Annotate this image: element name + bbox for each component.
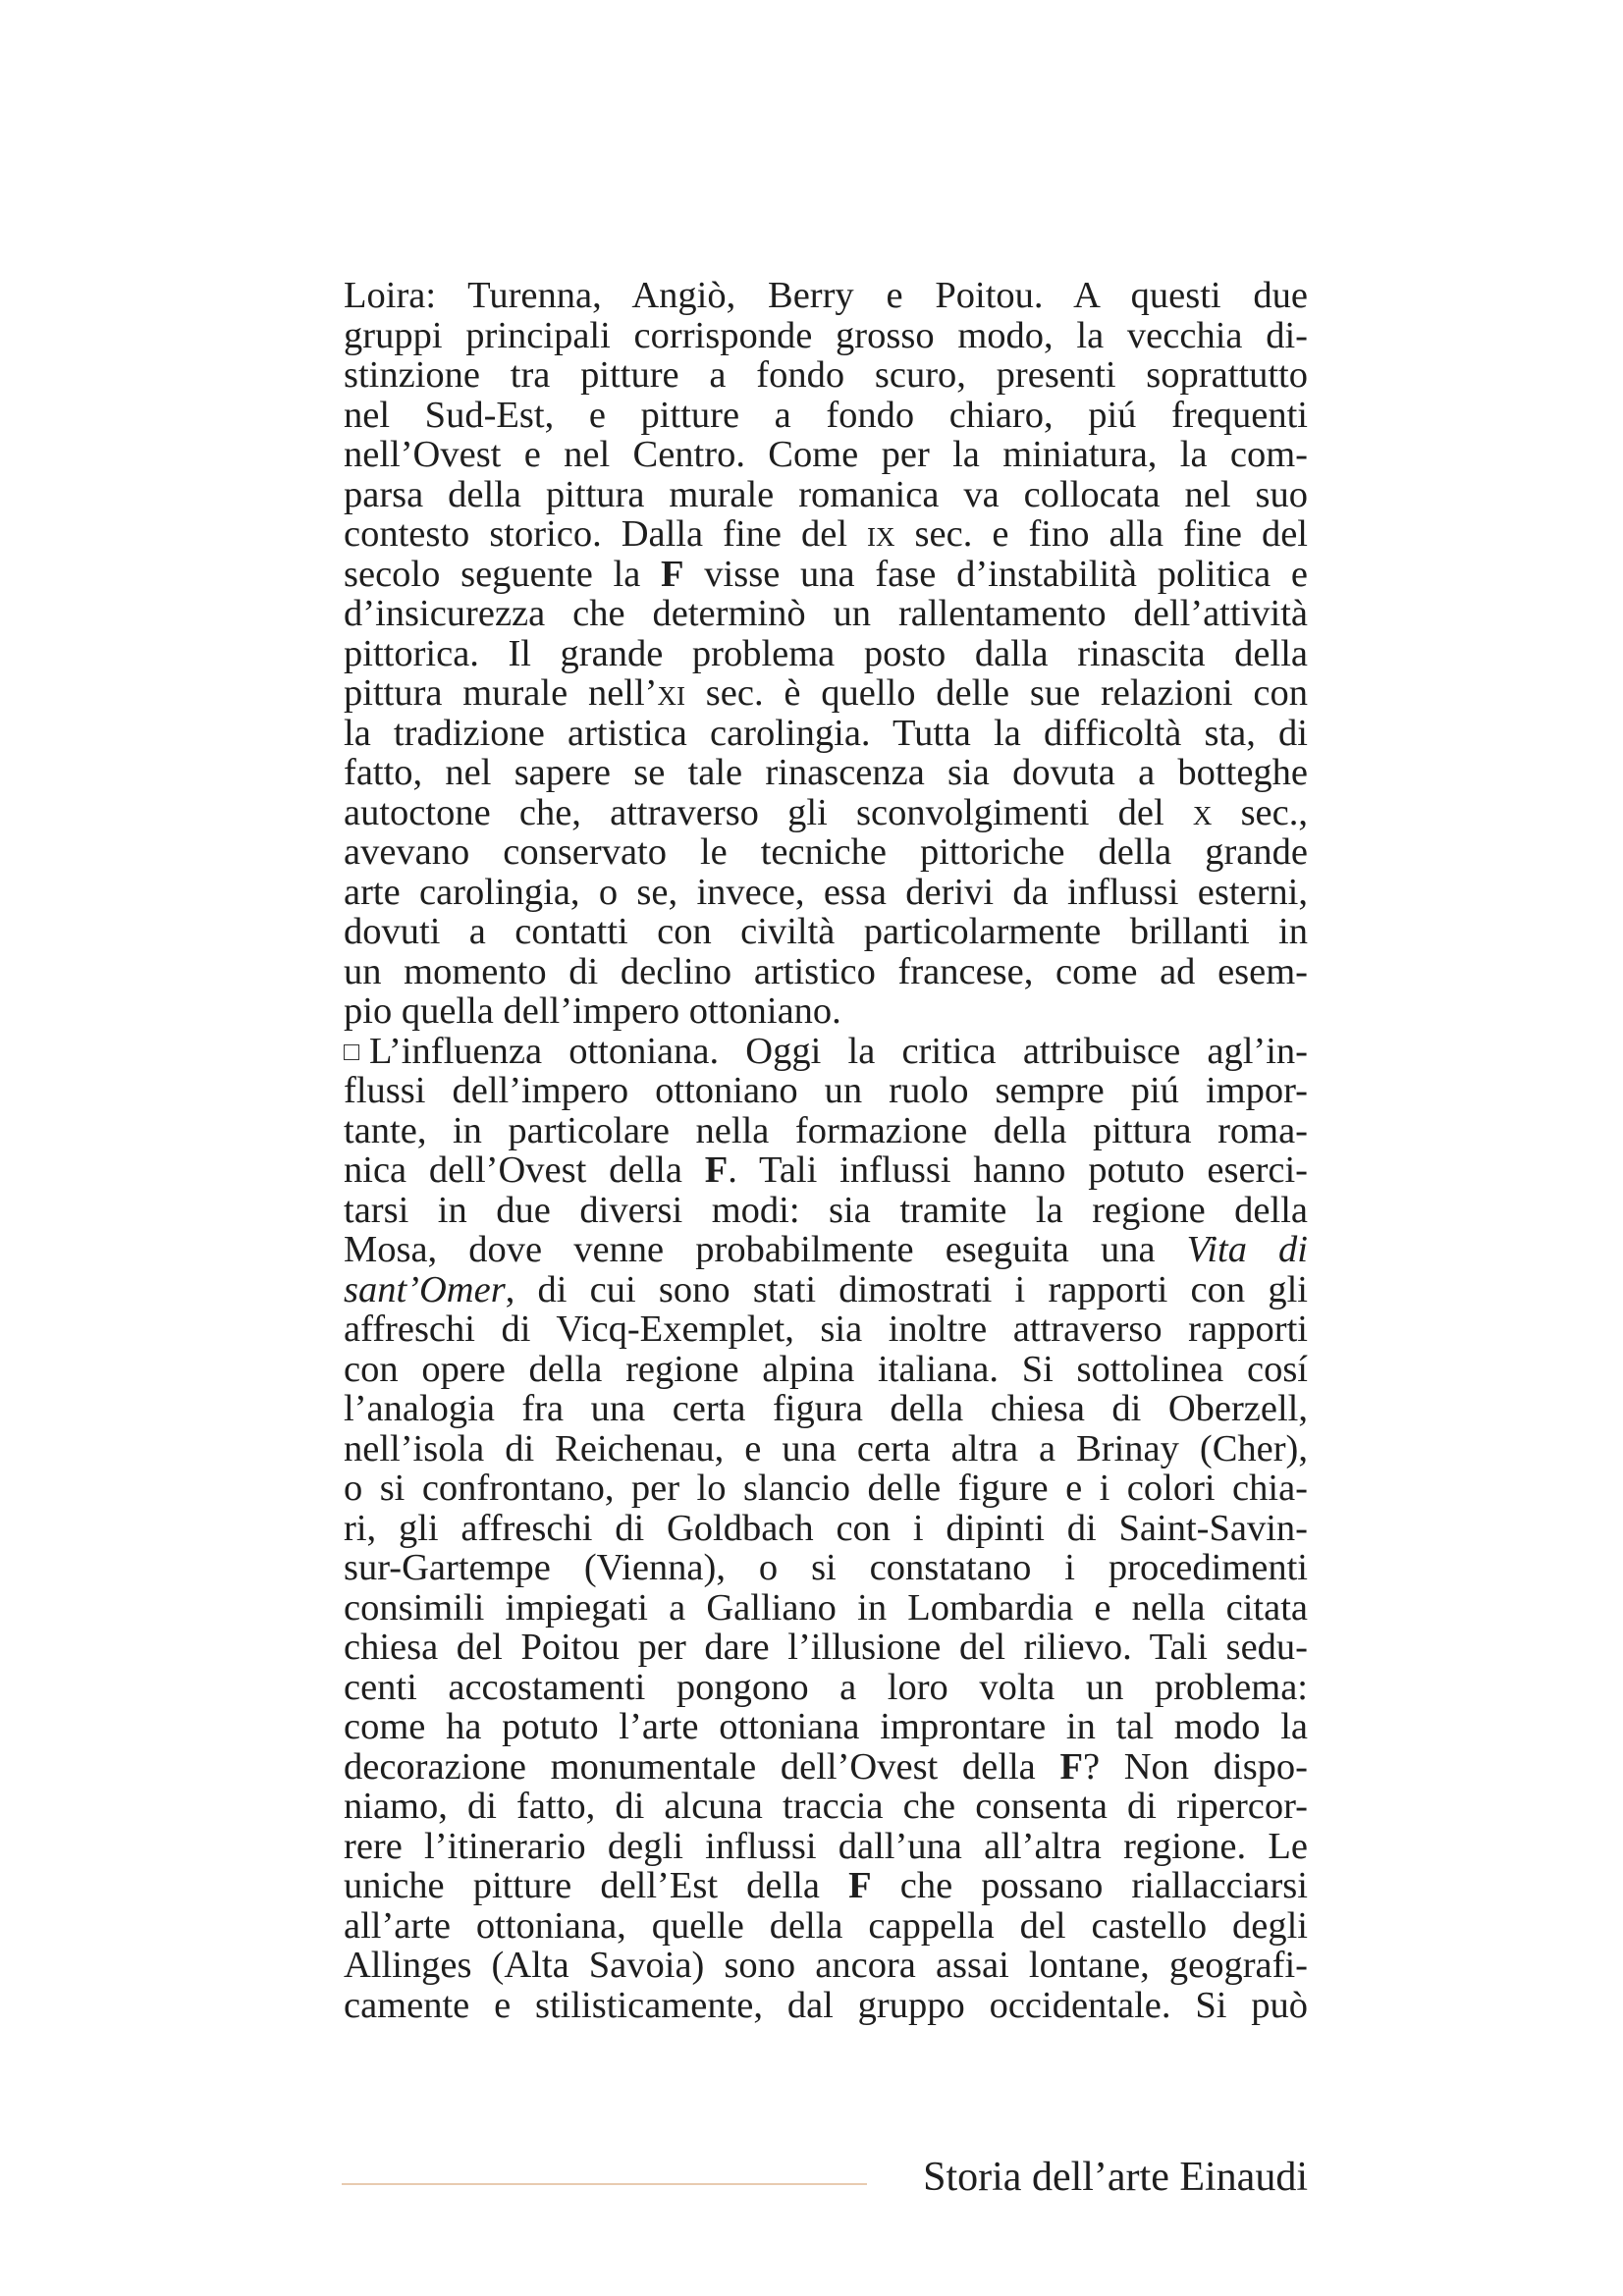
text-run: niamo, di fatto, di alcuna traccia che consenta di ripercor- — [344, 1786, 1308, 1827]
text-line — [344, 1668, 1308, 1708]
text-line — [344, 1468, 1308, 1509]
text-run: avevano conservato le tecniche pittoriche della grande — [344, 831, 1308, 873]
text-line — [344, 1309, 1308, 1350]
text-line — [344, 1946, 1308, 1986]
italic-title: sant’Omer — [344, 1268, 506, 1310]
text-line — [344, 952, 1308, 992]
roman-numeral: xi — [657, 672, 686, 714]
text-run: gruppi principali corrisponde grosso modo, la vecchia di- — [344, 314, 1308, 356]
text-run: decorazione monumentale dell’Ovest della — [344, 1745, 1060, 1788]
text-run: affreschi di Vicq-Exemplet, sia inoltre attraverso rapporti — [344, 1308, 1308, 1350]
text-line — [344, 475, 1308, 515]
text-run: sur-Gartempe (Vienna), o si constatano i procedimenti — [344, 1547, 1308, 1588]
text-run: all’arte ottoniana, quelle della cappella del castello degli — [344, 1904, 1308, 1947]
text-run: contesto storico. Dalla fine del — [344, 513, 868, 555]
section-marker-icon — [344, 1044, 359, 1060]
text-run: Loira: Turenna, Angiò, Berry e Poitou. A questi due — [344, 275, 1308, 316]
text-run: arte carolingia, o se, invece, essa derivi da influssi esterni, — [344, 871, 1308, 913]
text-line — [344, 1986, 1308, 2026]
text-run: pittura murale nell’ — [344, 672, 658, 714]
text-line — [344, 714, 1308, 754]
text-run: ri, gli affreschi di Goldbach con i dipinti di Saint-Savin- — [344, 1507, 1308, 1549]
text-line — [344, 435, 1308, 475]
footer-rule — [342, 2183, 867, 2185]
text-run: sec. è quello delle sue relazioni con — [685, 672, 1308, 714]
text-line — [344, 634, 1308, 674]
text-run: consimili impiegati a Galliano in Lombardia e nella citata — [344, 1586, 1308, 1629]
text-line — [344, 1429, 1308, 1469]
text-line — [344, 1827, 1308, 1867]
text-run: sec. e fino alla fine del — [894, 513, 1308, 555]
text-run: camente e stilisticamente, dal gruppo occidentale. Si può — [344, 1984, 1308, 2026]
text-run: uniche pitture dell’Est della — [344, 1865, 849, 1906]
text-run: l’analogia fra una certa figura della chiesa di Oberzell, — [344, 1388, 1308, 1429]
text-run: la tradizione artistica carolingia. Tutta la difficoltà sta, di — [344, 712, 1308, 754]
text-run: . Tali influssi hanno potuto eserci- — [728, 1149, 1308, 1191]
text-line — [344, 1787, 1308, 1827]
text-line — [344, 991, 1308, 1032]
text-run: secolo seguente la — [344, 553, 662, 595]
text-line — [344, 1628, 1308, 1668]
text-run: un momento di declino artistico francese, come ad esem- — [344, 950, 1308, 992]
text-line — [344, 832, 1308, 873]
text-line — [344, 594, 1308, 634]
text-run: come ha potuto l’arte ottoniana improntare in tal modo la — [344, 1706, 1308, 1747]
text-run: o si confrontano, per lo slancio delle figure e i colori chia- — [344, 1468, 1308, 1509]
text-line — [344, 1150, 1308, 1191]
text-line — [344, 673, 1308, 714]
text-run: parsa della pittura murale romanica va collocata nel suo — [344, 473, 1308, 515]
text-run: flussi dell’impero ottoniano un ruolo sempre piú impor- — [344, 1070, 1308, 1111]
text-line — [344, 1032, 1308, 1072]
text-run: visse una fase d’instabilità politica e — [683, 553, 1309, 595]
text-run: Allinges (Alta Savoia) sono ancora assai lontane, geografi- — [344, 1945, 1308, 1986]
text-run: dovuti a contatti con civiltà particolarmente brillanti in — [344, 911, 1308, 952]
text-line — [344, 1906, 1308, 1947]
text-line — [344, 793, 1308, 833]
text-line — [344, 1588, 1308, 1629]
text-line — [344, 1230, 1308, 1270]
text-line — [344, 1071, 1308, 1111]
text-run: con opere della regione alpina italiana. Si sottolinea cosí — [344, 1348, 1308, 1390]
text-line — [344, 1747, 1308, 1788]
roman-numeral: ix — [867, 513, 895, 555]
abbreviation: F — [848, 1865, 872, 1906]
text-line — [344, 514, 1308, 555]
text-run: nica dell’Ovest della — [344, 1149, 705, 1191]
text-run: tante, in particolare nella formazione della pittura roma- — [344, 1109, 1308, 1151]
abbreviation: F — [661, 553, 684, 595]
footer-title: Storia dell’arte Einaudi — [923, 2155, 1308, 2200]
text-run: nell’isola di Reichenau, e una certa altra a Brinay (Cher), — [344, 1427, 1308, 1469]
text-line — [344, 1548, 1308, 1588]
text-line — [344, 1866, 1308, 1906]
roman-numeral: x — [1192, 791, 1213, 833]
text-line — [344, 873, 1308, 913]
body-text — [344, 276, 1308, 2025]
text-run: autoctone che, attraverso gli sconvolgimenti del — [344, 791, 1193, 833]
text-line — [344, 1707, 1308, 1747]
text-line — [344, 1191, 1308, 1231]
text-line — [344, 1111, 1308, 1151]
text-line — [344, 1350, 1308, 1390]
text-run: d’insicurezza che determinò un rallentamento dell’attività — [344, 593, 1308, 634]
text-line — [344, 555, 1308, 595]
text-run: centi accostamenti pongono a loro volta un problema: — [344, 1666, 1308, 1708]
text-run: Mosa, dove venne probabilmente eseguita una — [344, 1229, 1187, 1270]
text-run: pittorica. Il grande problema posto dalla rinascita della — [344, 632, 1308, 674]
abbreviation: F — [704, 1149, 729, 1191]
text-run: nel Sud-Est, e pitture a fondo chiaro, piú frequenti — [344, 394, 1308, 436]
text-run: sec., — [1212, 791, 1308, 833]
text-run: stinzione tra pitture a fondo scuro, presenti soprattutto — [344, 354, 1308, 396]
text-run: che possano riallacciarsi — [871, 1865, 1308, 1906]
text-line — [344, 316, 1308, 356]
text-run: chiesa del Poitou per dare l’illusione del rilievo. Tali sedu- — [344, 1627, 1308, 1668]
text-line — [344, 355, 1308, 396]
text-line — [344, 753, 1308, 793]
text-line — [344, 1389, 1308, 1429]
abbreviation: F — [1059, 1745, 1083, 1788]
text-line — [344, 396, 1308, 436]
text-run: ? Non dispo- — [1082, 1745, 1308, 1788]
text-line — [344, 1509, 1308, 1549]
text-run: fatto, nel sapere se tale rinascenza sia dovuta a botteghe — [344, 752, 1308, 793]
text-run: L’influenza ottoniana. Oggi la critica attribuisce agl’in- — [369, 1030, 1308, 1072]
text-run: rere l’itinerario degli influssi dall’una all’altra regione. Le — [344, 1825, 1308, 1867]
text-line — [344, 1270, 1308, 1310]
text-line — [344, 276, 1308, 316]
text-run: , di cui sono stati dimostrati i rapporti con gli — [505, 1268, 1308, 1310]
text-line — [344, 912, 1308, 952]
text-run: pio quella dell’impero ottoniano. — [344, 990, 841, 1032]
text-run: tarsi in due diversi modi: sia tramite la regione della — [344, 1189, 1308, 1231]
italic-title: Vita di — [1186, 1229, 1309, 1270]
text-run: nell’Ovest e nel Centro. Come per la miniatura, la com- — [344, 434, 1308, 475]
